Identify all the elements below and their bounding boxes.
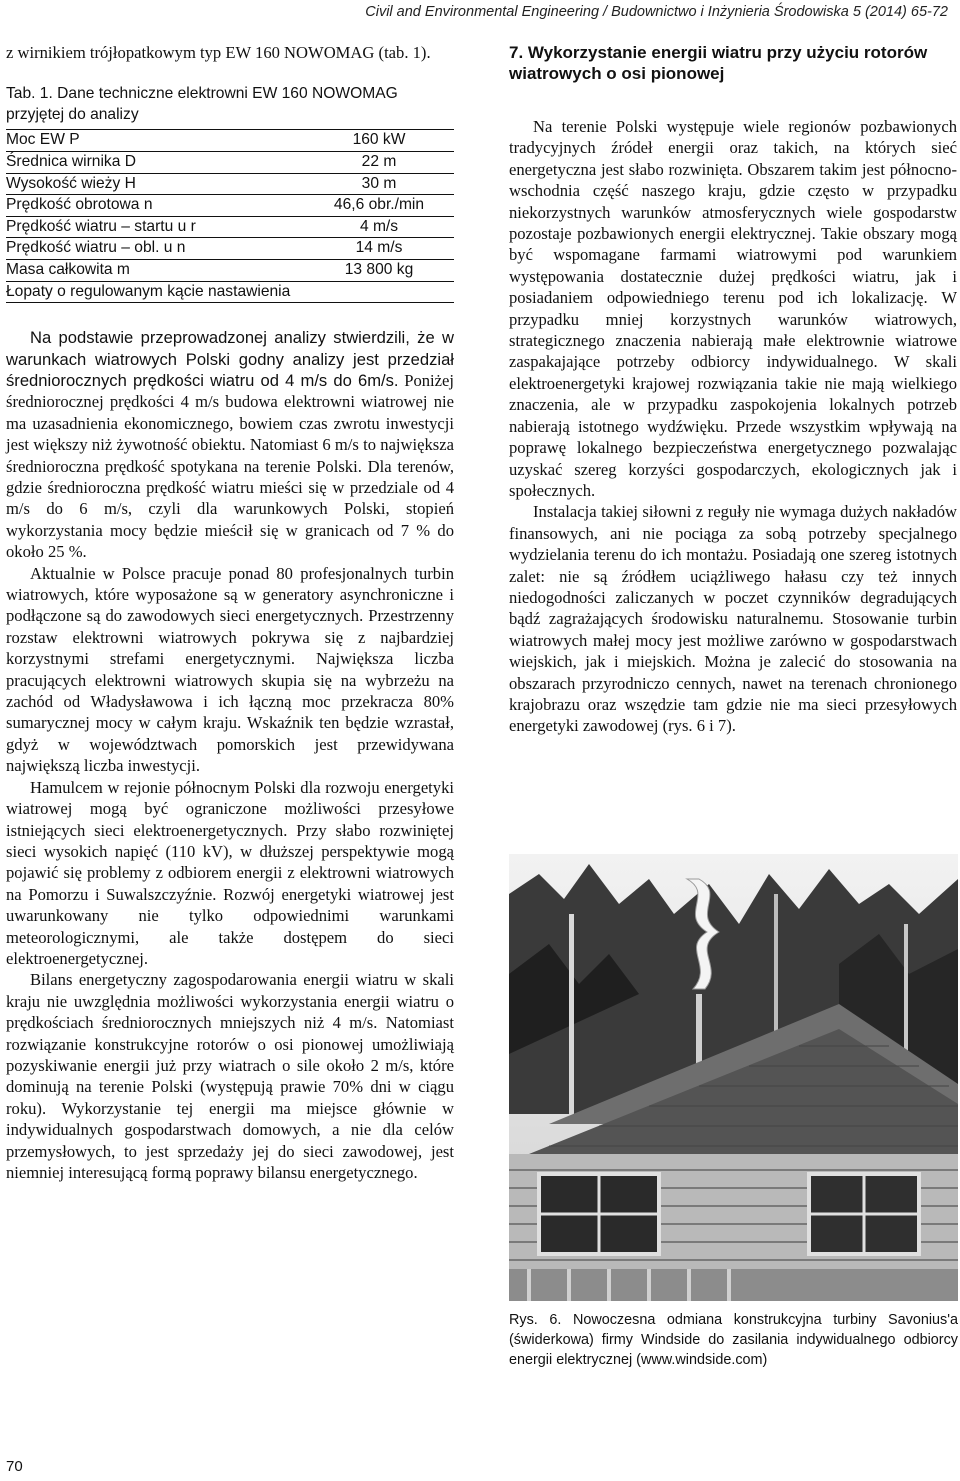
right-column — [509, 42, 957, 737]
table-row — [6, 173, 454, 195]
table-cell-label: Masa całkowita m — [6, 259, 304, 281]
table-cell-value: 30 m — [304, 173, 454, 195]
table-cell-label: Prędkość wiatru – obl. u n — [6, 238, 304, 260]
table-cell-label: Wysokość wieży H — [6, 173, 304, 195]
table-cell-label: Prędkość obrotowa n — [6, 195, 304, 217]
left-column — [6, 42, 454, 1183]
page-number: 70 — [6, 1458, 23, 1475]
table-cell-value: 4 m/s — [304, 216, 454, 238]
table-cell-label: Prędkość wiatru – startu u r — [6, 216, 304, 238]
table-row — [6, 216, 454, 238]
figure-caption: Rys. 6. Nowoczesna odmiana konstrukcyjna turbiny Savonius'a (świderkowa) firmy Windside do zasilania indywidualnego odbiorcy energii elektrycznej (www.windside.com) — [509, 1312, 958, 1368]
paragraph-3: Hamulcem w rejonie północnym Polski dla rozwoju energetyki wiatrowej mogą być ograniczone możliwości przesyłowe istniejących sieci elektroenergetycznych. Przy słabo rozwiniętej sieci wysokich napięć (110 kV), w dłuższej perspektywie mogą pojawić się problemy z odbiorem energii z elektrowni wiatrowych na Pomorzu i Suwalszczyźnie. Rozwój energetyki wiatrowej jest uwarunkowany nie tylko odpowiednimi warunkami meteorologicznymi, ale także dostępem do sieci elektroenergetycznej. — [6, 777, 454, 968]
figure-photo — [509, 854, 958, 1301]
paragraph-1-sans: Na podstawie przeprowadzonej analizy stwierdzili, że w warunkach wiatrowych Polski godny analizy jest przedział średniorocznych prędkości wiatru od 4 m/s do 6m/s. — [6, 328, 454, 390]
table-cell-label: Łopaty o regulowanym kącie nastawienia — [6, 281, 304, 303]
table-row — [6, 152, 454, 174]
table-row — [6, 195, 454, 217]
table-row — [6, 130, 454, 152]
table-row — [6, 238, 454, 260]
table-cell-value: 160 kW — [304, 130, 454, 152]
photo-illustration — [509, 854, 958, 1301]
paragraph-1 — [6, 327, 454, 562]
continued-text: z wirnikiem trójłopatkowym typ EW 160 NOWOMAG (tab. 1). — [6, 43, 431, 62]
table-row — [6, 259, 454, 281]
table-caption: Tab. 1. Dane techniczne elektrowni EW 160 NOWOMAG przyjętej do analizy — [6, 85, 398, 124]
right-paragraph-1: Na terenie Polski występuje wiele regionów pozbawionych tradycyjnych źródeł energii oraz takich, na których sieć energetyczna jest słabo rozwinięta. Obszarem takim jest północno-wschodnia część naszego kraju, gdzie często w przypadku niekorzystnych warunków atmosferycznych wiele gospodarstw pozostaje pozbawionych energii elektrycznej. Takie obszary mogą być wspomagane farmami wiatrowymi pod warunkiem występowania dostatecznie dużej prędkości wiatru, jak i posiadaniem odpowiedniego terenu pod ich lokalizację. W przypadku mniej korzystnych warunków wiatrowych, strategicznego znaczenia nabierają małe elektrownie wiatrowe zaspakajające potrzeby odbiorcy indywidualnego. W skali elektroenergetyki krajowej rozwiązania takie nie mają wielkiego znaczenia, ale w przypadku zaspokojenia lokalnych potrzeb nabierają istotnego wydźwięku. Przede wszystkim wpływają na poprawę lokalnego bezpieczeństwa energetycznego pozwalając uzyskać szereg korzyści gospodarczych, ekologicznych jak i społecznych. — [509, 117, 957, 500]
table-cell-value: 22 m — [304, 152, 454, 174]
table-cell-value: 46,6 obr./min — [304, 195, 454, 217]
paragraph-1-serif: Poniżej średniorocznej prędkości 4 m/s budowa elektrowni wiatrowej nie ma uzasadnienia ekonomicznego, bowiem czas zwrotu inwestycji jest większy niż żywotność obiektu. Natomiast 6 m/s to największa średnioroczna prędkość spotykana na terenie Polski. Dla terenów, gdzie średnioroczna prędkość wiatru mieści się w przedziale od 4 m/s do 6 m/s, czyli dla warunkowych Polski, stopień wykorzystania mocy będzie mieścił się w granicach od 7 % do około 25 %. — [6, 370, 454, 562]
paragraph-4: Bilans energetyczny zagospodarowania energii wiatru w skali kraju nie uwzględnia możliwości wykorzystania energii wiatru o prędkościach średniorocznych mniejszych niż 4 m/s. Natomiast rozwiązanie konstrukcyjne rotorów o osi pionowej umożliwiają pozyskiwanie energii już przy wiatrach o sile około 2 m/s, które dominują na terenie Polski (występują prawie 70% dni w ciągu roku). Wykorzystanie tej energii ma miejsce głównie w indywidualnych gospodarstwach domowych, a nie dla celów przemysłowych, to jest sprzedaży jej do sieci zawodowej, jest niemniej interesującą formą poprawy bilansu energetycznego. — [6, 970, 454, 1182]
table-cell-label: Moc EW P — [6, 130, 304, 152]
table-row — [6, 281, 454, 303]
spec-table — [6, 129, 454, 303]
table-cell-value: 13 800 kg — [304, 259, 454, 281]
running-header: Civil and Environmental Engineering / Budownictwo i Inżynieria Środowiska 5 (2014) 65-72 — [365, 4, 948, 20]
table-cell-value — [304, 281, 454, 303]
right-paragraph-2: Instalacja takiej siłowni z reguły nie wymaga dużych nakładów finansowych, ani nie pociąga za sobą potrzeby specjalnego wydzielania terenu do ich montażu. Posiadają one szereg istotnych zalet: nie są źródłem uciążliwego hałasu czy też innych niedogodności zaliczanych w poczet czynników degradujących bądź zagrażających środowisku naturalnemu. Stosowanie turbin wiatrowych małej mocy jest możliwe zarówno w gospodarstwach wiejskich, jak i miejskich. Można je zalecić do stosowania na obszarach przyrodniczo cennych, nawet na terenach chronionego krajobrazu oraz wszędzie tam gdzie nie ma sieci przesyłowych energetyki zawodowej (rys. 6 i 7). — [509, 502, 957, 736]
paragraph-2: Aktualnie w Polsce pracuje ponad 80 profesjonalnych turbin wiatrowych, które wyposażone są w generatory asynchroniczne i podłączone są do zawodowych sieci energetycznych. Przestrzenny rozstaw elektrowni wiatrowych pokrywa się z najbardziej korzystnymi strefami energetycznymi. Największa liczba pracujących elektrowni wiatrowych skupia się na wybrzeżu na zachód od Władysławowa i ich łączną moc przekracza 80% sumarycznej mocy w całym kraju. Wskaźnik ten będzie wzrastał, gdyż w województwach pomorskich jest przewidywana największą liczba inwestycji. — [6, 563, 454, 776]
section-heading: 7. Wykorzystanie energii wiatru przy użyciu rotorów wiatrowych o osi pionowej — [509, 43, 928, 83]
table-cell-label: Średnica wirnika D — [6, 152, 304, 174]
table-cell-value: 14 m/s — [304, 238, 454, 260]
